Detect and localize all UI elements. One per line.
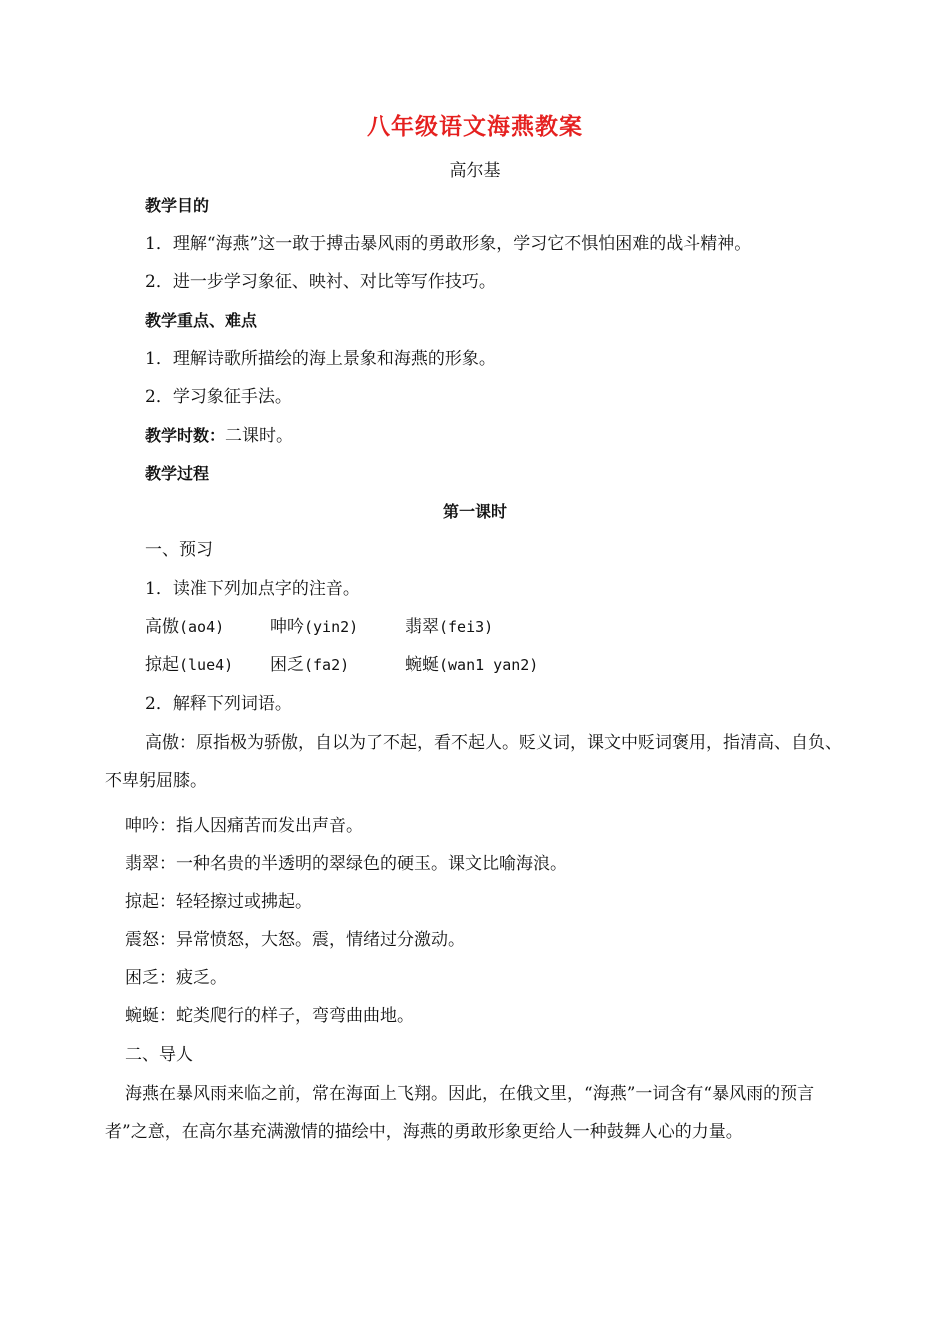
lesson-heading: 第一课时 (442, 502, 507, 521)
definition-item: 呻吟：指人因痛苦而发出声音。 (125, 816, 363, 836)
document-title: 八年级语文海燕教案 (367, 114, 583, 140)
pronunciation-item: 掠起(lue4) (145, 655, 234, 675)
objective-item: 1．理解“海燕”这一敢于搏击暴风雨的勇敢形象，学习它不惧怕困难的战斗精神。 (145, 234, 752, 254)
intro-paragraph: 海燕在暴风雨来临之前，常在海面上飞翔。因此，在俄文里，“海燕”一词含有“暴风雨的预言者”之意，在高尔基充满激情的描绘中，海燕的勇敢形象更给人一种鼓舞人心的力量。 (105, 1084, 815, 1142)
focus-heading: 教学重点、难点 (145, 311, 258, 330)
preview-heading: 一、预习 (145, 540, 213, 560)
definition-item: 蜿蜒：蛇类爬行的样子，弯弯曲曲地。 (125, 1006, 414, 1026)
pronunciation-item: 呻吟(yin2) (270, 617, 359, 637)
author-name: 高尔基 (449, 161, 501, 181)
pronunciation-item: 困乏(fa2) (270, 655, 350, 675)
focus-item: 1．理解诗歌所描绘的海上景象和海燕的形象。 (145, 349, 496, 369)
definition-item: 震怒：异常愤怒，大怒。震，情绪过分激动。 (125, 930, 465, 950)
definition-item: 困乏：疲乏。 (125, 968, 227, 988)
pronunciation-row (145, 615, 493, 639)
pronunciation-item: 高傲(ao4) (145, 617, 225, 637)
intro-heading: 二、导人 (125, 1045, 193, 1065)
focus-item: 2．学习象征手法。 (145, 387, 292, 407)
pronunciation-row (145, 653, 538, 677)
objectives-heading: 教学目的 (145, 196, 210, 215)
process-heading: 教学过程 (145, 464, 210, 483)
teaching-hours-value: 二课时。 (225, 426, 294, 446)
preview-question-2: 2．解释下列词语。 (145, 694, 292, 714)
definition-item: 翡翠：一种名贵的半透明的翠绿色的硬玉。课文比喻海浪。 (125, 854, 567, 874)
definition-item: 掠起：轻轻擦过或拂起。 (125, 892, 312, 912)
objective-item: 2．进一步学习象征、映衬、对比等写作技巧。 (145, 272, 496, 292)
preview-question-1: 1．读准下列加点字的注音。 (145, 579, 360, 599)
teaching-hours (145, 424, 293, 448)
teaching-hours-label: 教学时数： (145, 426, 226, 445)
definition-gaoao: 高傲：原指极为骄傲，自以为了不起，看不起人。贬义词，课文中贬词褒用，指清高、自负、不卑躬屈膝。 (105, 733, 842, 791)
pronunciation-item: 蜿蜒(wan1 yan2) (405, 655, 539, 675)
pronunciation-item: 翡翠(fei3) (405, 617, 494, 637)
